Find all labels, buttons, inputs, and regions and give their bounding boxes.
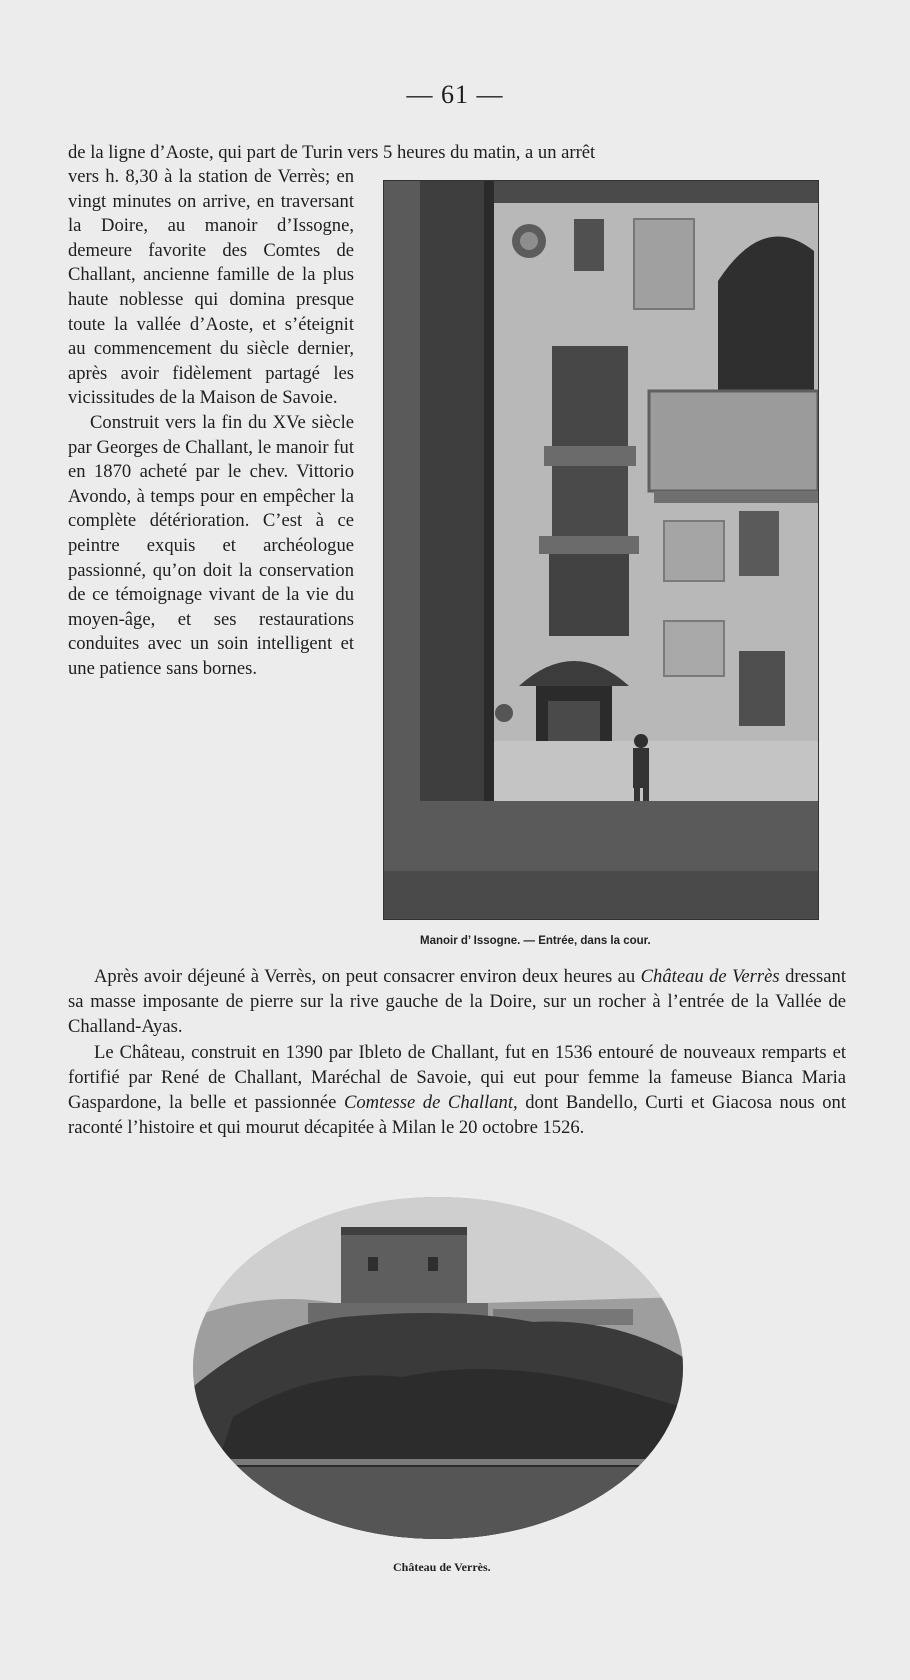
issogne-courtyard-photo (383, 180, 819, 920)
column-text (68, 165, 354, 681)
full-width-text (68, 964, 846, 1140)
paragraph-3 (68, 964, 846, 1040)
intro-line: de la ligne d’Aoste, qui part de Turin vers 5 heures du matin, a un arrêt (68, 142, 596, 163)
paragraph-4-italic: Comtesse de Challant (343, 1092, 514, 1114)
verres-castle-photo (193, 1197, 683, 1539)
paragraph-3-italic: Château de Verrès (640, 966, 780, 987)
page-number: — 61 — (406, 80, 504, 109)
paragraph-4 (68, 1040, 846, 1141)
paragraph-3-text: Après avoir déjeuné à Verrès, on peut consacrer environ deux heures au (94, 966, 641, 987)
paragraph-3-rest: dressant sa masse imposante de pierre sur la rive gauche de la Doire, sur un rocher à l’entrée de la Vallée de Challand-Ayas. (68, 966, 846, 1038)
paragraph-4-rest: , dont Bandello, Curti et Giacosa nous ont raconté l’histoire et qui mourut décapitée à Milan le 20 octobre 1526. (68, 1092, 846, 1139)
photo-caption-issogne: Manoir d’ Issogne. — Entrée, dans la cour. (420, 935, 651, 947)
photo-caption-verres: Château de Verrès. (393, 1560, 491, 1574)
paragraph-4-text: Le Château, construit en 1390 par Ibleto de Challant, fut en 1536 entouré de nouveaux remparts et fortifié par René de Challant, Maréchal de Savoie, qui eut pour femme la fameuse Bianca Maria Gaspardone, la belle et passionnée (68, 1041, 846, 1114)
paragraph-2: Construit vers la fin du XVe siècle par Georges de Challant, le manoir fut en 1870 acheté par le chev. Vittorio Avondo, à temps pour en empêcher la complète détérioration. C’est à ce peintre exquis et archéologue passionné, qu’on doit la conservation de ce témoignage vivant de la vie du moyen-âge, et ses restaurations conduites avec un soin intelligent et une patience sans bornes. (68, 411, 354, 679)
paragraph-1: vers h. 8,30 à la station de Verrès; en vingt minutes on arrive, en traversant la Doire, au manoir d’Issogne, demeure favorite des Comtes de Challant, ancienne famille de la plus haute noblesse qui domina presque toute la vallée d’Aoste, et s’éteignit au commencement du siècle dernier, après avoir fidèlement partagé les vicissitudes de la Maison de Savoie. (68, 166, 354, 409)
